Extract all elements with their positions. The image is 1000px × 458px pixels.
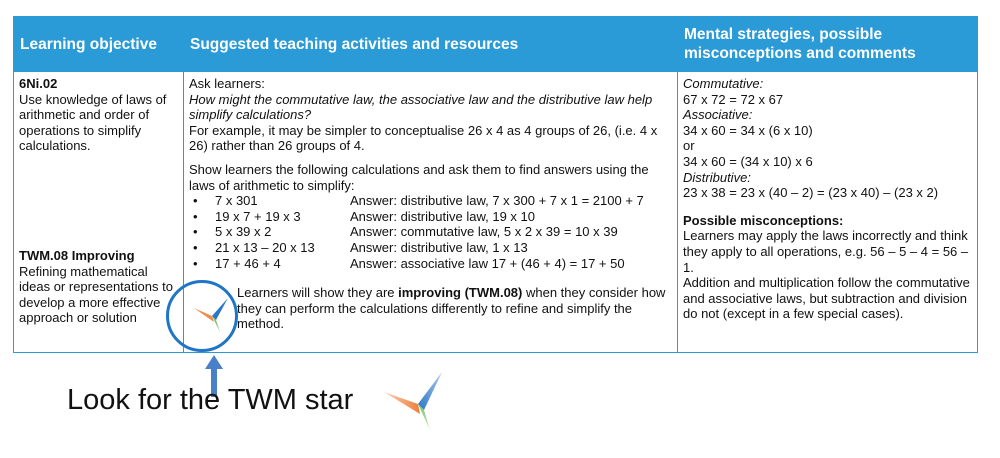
commutative-example: 67 x 72 = 72 x 67 bbox=[683, 91, 784, 107]
teaching-activities-cell bbox=[184, 72, 678, 353]
list-item: • 7 x 301 Answer: distributive law, 7 x 300 + 7 x 1 = 2100 + 7 bbox=[193, 193, 644, 209]
list-item: • 19 x 7 + 19 x 3 Answer: distributive law, 19 x 10 bbox=[193, 208, 535, 224]
show-learners-text: Show learners the following calculations and ask them to find answers using the laws of arithmetic to simplify: bbox=[189, 161, 649, 193]
or-text: or bbox=[683, 138, 695, 154]
example-text: For example, it may be simpler to conceptualise 26 x 4 as 4 groups of 26, (i.e. 4 x 26) rather than 26 groups of 4. bbox=[189, 122, 658, 154]
twm-star-large-icon bbox=[382, 370, 444, 432]
header-teaching-activities: Suggested teaching activities and resources bbox=[184, 17, 678, 72]
list-item: • 21 x 13 – 20 x 13 Answer: distributive law, 1 x 13 bbox=[193, 239, 528, 255]
distributive-example: 23 x 38 = 23 x (40 – 2) = (23 x 40) – (23 x 2) bbox=[683, 185, 939, 201]
ask-learners: Ask learners: bbox=[189, 76, 265, 91]
list-item: • 5 x 39 x 2 Answer: commutative law, 5 x 2 x 39 = 10 x 39 bbox=[193, 224, 618, 240]
objective-description: Use knowledge of laws of arithmetic and order of operations to simplify calculations. bbox=[19, 91, 167, 154]
learning-objective-cell bbox=[14, 72, 184, 353]
associative-example-2: 34 x 60 = (34 x 10) x 6 bbox=[683, 153, 813, 169]
commutative-label: Commutative: bbox=[683, 76, 764, 91]
objective-code: 6Ni.02 bbox=[19, 76, 58, 91]
twm-statement: Learners will show they are improving (TWM.08) when they consider how they can perform the calculations differently to refine and simplify the method. bbox=[237, 285, 666, 332]
strategies-cell bbox=[678, 72, 978, 353]
question-text: How might the commutative law, the associative law and the distributive law help simplify calculations? bbox=[189, 91, 653, 123]
header-row bbox=[14, 17, 978, 72]
misconceptions-title: Possible misconceptions: bbox=[683, 212, 844, 228]
content-row bbox=[14, 72, 978, 353]
misconception-2: Addition and multiplication follow the commutative and associative laws, but subtraction and division do not (except in a few special cases). bbox=[683, 275, 970, 322]
calculation-list bbox=[189, 193, 672, 271]
header-strategies: Mental strategies, possible misconceptions and comments bbox=[678, 17, 978, 72]
header-learning-objective: Learning objective bbox=[14, 17, 184, 72]
caption-text: Look for the TWM star bbox=[67, 384, 354, 416]
associative-label: Associative: bbox=[683, 107, 753, 123]
distributive-label: Distributive: bbox=[683, 169, 751, 185]
twm-title: TWM.08 Improving bbox=[19, 248, 135, 263]
twm-description: Refining mathematical ideas or representations to develop a more effective approach or solution bbox=[19, 263, 173, 326]
list-item: • 17 + 46 + 4 Answer: associative law 17 + (46 + 4) = 17 + 50 bbox=[193, 255, 625, 271]
associative-example-1: 34 x 60 = 34 x (6 x 10) bbox=[683, 122, 813, 138]
misconception-1: Learners may apply the laws incorrectly and think they apply to all operations, e.g. 56 – 5 – 4 = 56 – 1. bbox=[683, 228, 969, 275]
highlight-circle bbox=[166, 280, 238, 352]
lesson-plan-table bbox=[13, 16, 978, 353]
